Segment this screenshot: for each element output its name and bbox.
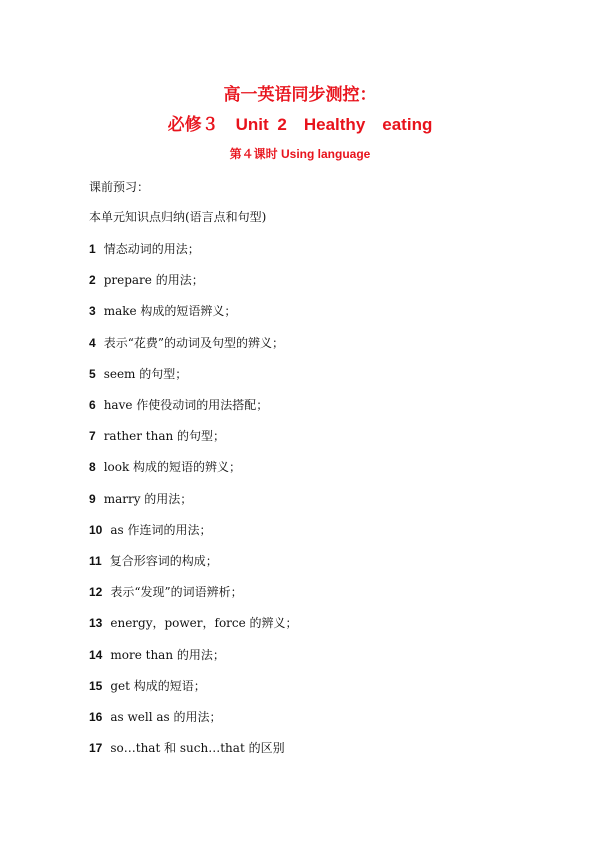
document-title: 高一英语同步测控： [223,85,377,105]
item-text: get 构成的短语； [110,678,206,693]
item-number: 13 [89,616,103,631]
item-text: so…that 和 such…that 的区别 [110,741,285,756]
item-text: as 作连词的用法； [110,522,212,537]
list-item [89,271,204,288]
unit-title: 必修３ Unit 2 Healthy eating [167,115,433,134]
item-text: rather than 的句型； [103,429,226,444]
item-text: prepare 的用法； [103,273,204,288]
list-item [89,552,218,569]
list-item [89,396,268,413]
item-text: make 构成的短语辨义； [103,304,237,319]
list-item [89,583,243,600]
item-text: as well as 的用法； [110,710,222,724]
summary-heading: 本单元知识点归纳(语言点和句型) [89,210,267,224]
list-item [89,708,221,725]
list-item [89,614,298,631]
item-text: 复合形容词的构成； [109,554,218,568]
item-number: 6 [89,398,96,412]
item-number: 17 [89,741,103,756]
lesson-title: 第４课时 Using language [229,147,371,161]
list-item [89,739,285,756]
item-text: have 作使役动词的用法搭配； [103,398,269,412]
list-item [89,427,225,444]
list-item [89,458,241,475]
list-item [89,302,236,319]
item-number: 1 [89,242,96,256]
item-number: 3 [89,304,96,319]
pre-study-heading: 课前预习： [89,180,150,194]
list-item [89,334,284,351]
item-number: 14 [89,647,103,662]
item-text: 表示“花费”的动词及句型的辨义； [103,335,284,350]
item-text: 情态动词的用法； [103,242,200,256]
item-number: 12 [89,585,103,600]
list-item [89,521,212,538]
item-number: 9 [89,491,96,506]
item-number: 15 [89,678,103,693]
item-text: energy，power，force 的辨义； [110,616,298,631]
item-number: 8 [89,460,96,475]
item-number: 16 [89,710,103,724]
item-text: 表示“发现”的词语辨析； [110,585,243,600]
item-text: more than 的用法； [110,647,225,662]
item-text: look 构成的短语的辨义； [103,460,242,475]
item-number: 11 [89,554,102,568]
item-number: 10 [89,522,103,537]
list-item [89,677,206,694]
list-item [89,646,225,663]
item-text: seem 的句型； [103,366,188,381]
item-text: marry 的用法； [103,491,193,506]
list-item [89,240,200,257]
item-number: 4 [89,335,96,350]
item-number: 5 [89,366,96,381]
item-number: 7 [89,429,96,444]
list-item [89,365,187,382]
item-number: 2 [89,273,96,288]
list-item [89,490,192,507]
